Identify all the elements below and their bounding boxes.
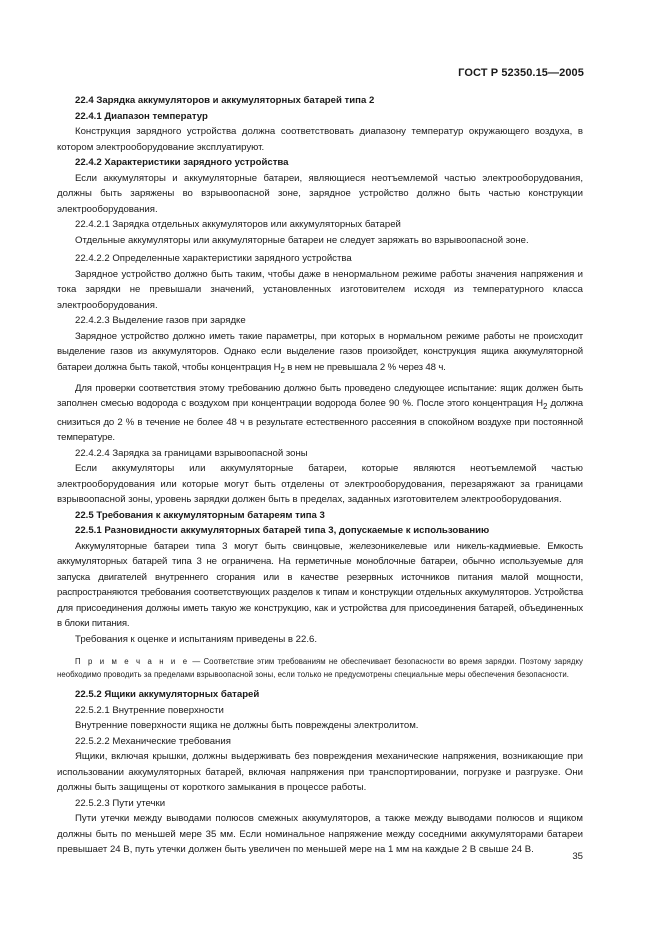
section-22-4-2-1-heading: 22.4.2.1 Зарядка отдельных аккумуляторов или аккумуляторных батарей [75, 219, 401, 230]
section-22-5-1-text: Аккумуляторные батареи типа 3 могут быть свинцовые, железоникелевые или никель-кадмиевые. Емкость аккумуляторных батарей типа 3 не ограничена. На герметичные моноблочные батареи, обычно используемые для запуска двигателей внутреннего сгорания или в качестве резервных источников питания малой мощности, распространяются требования соответствующих разделов к типам и конструкции отдельных аккумуляторов. Устройства для присоединения должны иметь такую же конструкцию, как и устройства для присоединения батарей, объединенных в блоки питания. [57, 540, 583, 630]
section-22-4-2-2-text: Зарядное устройство должно быть таким, чтобы даже в ненормальном режиме работы значения напряжения и тока зарядки не превышали значений, установленных изготовителем исходя из температурного класса электрооборудования. [57, 268, 583, 311]
text-fragment: Для проверки соответствия этому требованию должно быть проведено следующее испытание: ящик должен быть заполнен смесью водорода с воздухом при концентрации водорода более 90 %. После этого концентрация H [57, 382, 583, 410]
section-22-4-2-2-heading: 22.4.2.2 Определенные характеристики зарядного устройства [75, 253, 352, 264]
section-22-4-1-text: Конструкция зарядного устройства должна соответствовать диапазону температур окружающего воздуха, в котором электрооборудование эксплуатируют. [57, 126, 583, 153]
section-22-5-2-1-text: Внутренние поверхности ящика не должны быть повреждены электролитом. [75, 720, 419, 732]
section-22-5-2-3-heading: 22.5.2.3 Пути утечки [75, 797, 166, 809]
section-22-4-2-4-text: Если аккумуляторы или аккумуляторные батареи, которые являются неотъемлемой частью электрооборудования или которые могут быть отделены от электрооборудования, перезаряжают за границами взрывоопасной зоны, уровень зарядки должен быть в пределах, заданных изготовителем электрооборудования. [57, 463, 583, 506]
section-22-5-2-2-text: Ящики, включая крышки, должны выдерживать без повреждения механические напряжения, возникающие при использовании аккумуляторных батарей, включая напряжения при транспортировании, погрузке и разгрузке. Они должны быть защищены от короткого замыкания в процессе работы. [57, 751, 583, 794]
section-22-4-2-3-text [57, 329, 583, 378]
page-number: 35 [572, 851, 583, 862]
subscript: 2 [280, 365, 285, 375]
note [57, 655, 583, 681]
section-22-4-1-heading: 22.4.1 Диапазон температур [75, 110, 208, 122]
text-fragment: Зарядное устройство должно иметь такие параметры, при которых в нормальном режиме работы не происходит выделение газов из аккумуляторов. Однако если выделение газов произойдет, конструкция ящика аккумуляторной батареи должна быть такой, чтобы концентрация H [57, 330, 583, 373]
note-label: П р и м е ч а н и е [75, 657, 190, 667]
section-22-4-2-heading: 22.4.2 Характеристики зарядного устройства [75, 157, 289, 168]
text-fragment: в нем не превышала 2 % через 48 ч. [284, 361, 446, 373]
section-22-5-1-heading: 22.5.1 Разновидности аккумуляторных батарей типа 3, допускаемые к использованию [75, 525, 490, 537]
section-22-5-2-3-text: Пути утечки между выводами полюсов смежных аккумуляторов, а также между выводами полюсов и ящиком должны быть по меньшей мере 35 мм. Если номинальное напряжение между соседними аккумуляторами батареи превышает 24 В, путь утечки должен быть увеличен по меньшей мере на 1 мм на каждые 2 В свыше 24 В. [57, 813, 583, 856]
text-fragment: должна снизиться до 2 % в течение не более 48 ч в результате естественного рассеяния в спокойном воздухе при постоянной температуре. [57, 398, 583, 444]
section-22-4-2-3-heading: 22.4.2.3 Выделение газов при зарядке [75, 315, 246, 326]
section-22-4-2-4-heading: 22.4.2.4 Зарядка за границами взрывоопасной зоны [75, 447, 308, 459]
note-text: — Соответствие этим требованиям не обеспечивает безопасности во время зарядки. Поэтому зарядку необходимо проводить за пределами взрывоопасной зоны, если только не предусмотрены специальные меры обеспечения безопасности. [57, 657, 583, 680]
section-22-5-2-2-heading: 22.5.2.2 Механические требования [75, 735, 231, 747]
section-22-5-2-1-heading: 22.5.2.1 Внутренние поверхности [75, 704, 224, 716]
section-22-5-1-reference: Требования к оценке и испытаниям приведены в 22.6. [75, 633, 317, 645]
section-22-4-2-text: Если аккумуляторы и аккумуляторные батареи, являющиеся неотъемлемой частью электрооборудования, должны быть заряжены во взрывоопасной зоне, зарядное устройство должно быть частью конструкции электрооборудования. [57, 172, 583, 215]
section-22-4-2-1-text: Отдельные аккумуляторы или аккумуляторные батареи не следует заряжать во взрывоопасной зоне. [75, 234, 529, 246]
section-22-4-heading: 22.4 Зарядка аккумуляторов и аккумуляторных батарей типа 2 [75, 95, 375, 106]
document-body [57, 93, 583, 858]
document-code-header: ГОСТ Р 52350.15—2005 [458, 67, 584, 79]
section-22-4-2-3-test-text [57, 381, 583, 446]
section-22-5-heading: 22.5 Требования к аккумуляторным батареям типа 3 [75, 509, 325, 521]
subscript: 2 [542, 402, 548, 412]
section-22-5-2-heading: 22.5.2 Ящики аккумуляторных батарей [75, 689, 260, 701]
